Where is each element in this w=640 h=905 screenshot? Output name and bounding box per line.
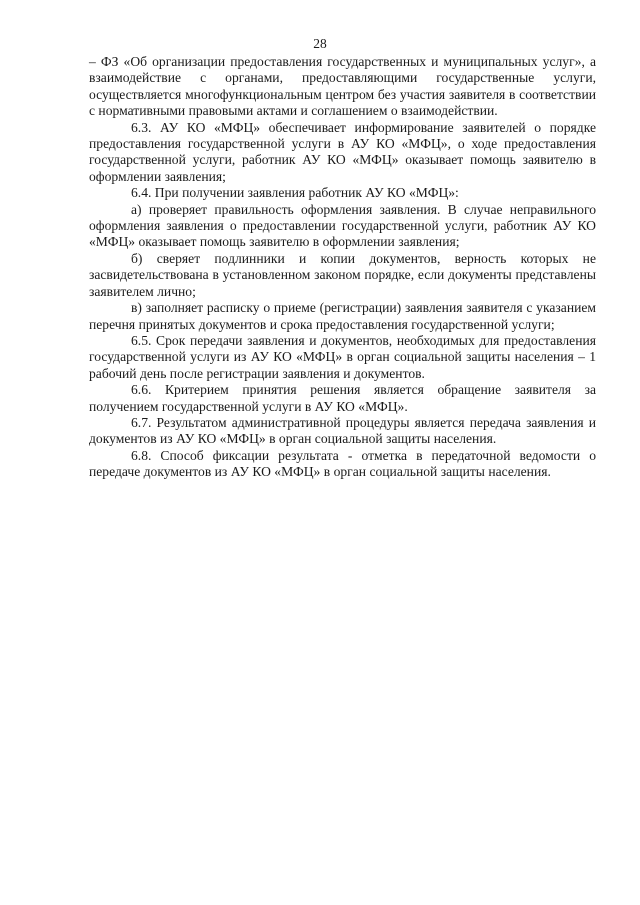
paragraph-6-5: 6.5. Срок передачи заявления и документов, необходимых для предоставления государственной услуги из АУ КО «МФЦ» в орган социальной защиты населения – 1 рабочий день после регистрации заявления и документов. — [89, 332, 596, 381]
page-number: 28 — [313, 36, 327, 51]
paragraph-6-4-v: в) заполняет расписку о приеме (регистрации) заявления заявителя с указанием перечня принятых документов и срока предоставления государственной услуги; — [89, 300, 596, 332]
paragraph-6-6: 6.6. Критерием принятия решения является обращение заявителя за получением государственной услуги в АУ КО «МФЦ». — [89, 382, 596, 414]
paragraph-6-7: 6.7. Результатом административной процедуры является передача заявления и документов из АУ КО «МФЦ» в орган социальной защиты населения. — [89, 414, 596, 447]
paragraph-6-4-b: б) сверяет подлинники и копии документов, верность которых не засвидетельствована в установленном законом порядке, если документы представлены заявителем лично; — [89, 250, 596, 299]
paragraph-6-3: 6.3. АУ КО «МФЦ» обеспечивает информирование заявителей о порядке предоставления государственной услуги в АУ КО «МФЦ», о ходе предоставления государственной услуги, работник АУ КО «МФЦ» оказывает помощь заявителю в оформлении заявления; — [89, 119, 596, 184]
paragraph-6-4-a: а) проверяет правильность оформления заявления. В случае неправильного оформления заявления о предоставлении государственной услуги, работник АУ КО «МФЦ» оказывает помощь заявителю в оформлении заявления; — [89, 201, 596, 250]
document-body — [89, 54, 596, 481]
paragraph-6-8: 6.8. Способ фиксации результата - отметка в передаточной ведомости о передаче документов из АУ КО «МФЦ» в орган социальной защиты населения. — [89, 447, 596, 480]
paragraph-continuation: – ФЗ «Об организации предоставления государственных и муниципальных услуг», а взаимодействие с органами, предоставляющими государственные услуги, осуществляется многофункциональным центром без участия заявителя в соответствии с нормативными правовыми актами и соглашением о взаимодействии. — [89, 54, 596, 119]
paragraph-6-4: 6.4. При получении заявления работник АУ КО «МФЦ»: — [131, 185, 459, 201]
